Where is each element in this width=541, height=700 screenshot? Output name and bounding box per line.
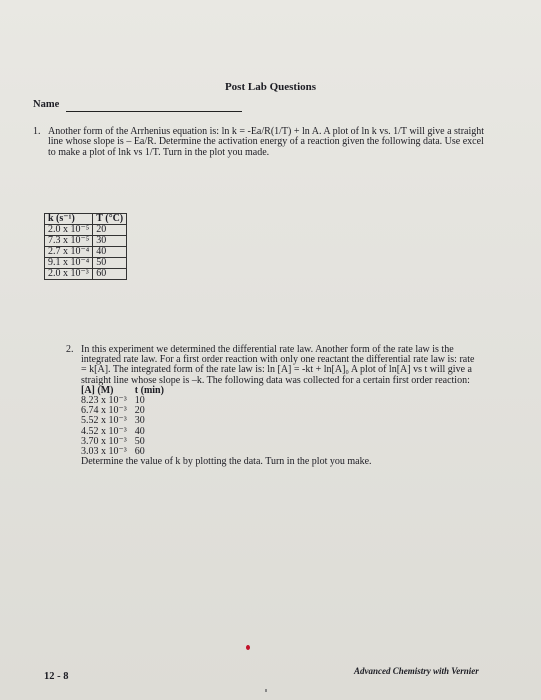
table-cell: 20 — [134, 405, 145, 417]
table-cell: 50 — [134, 435, 145, 447]
question-2-closing: Determine the value of k by plotting the data. Turn in the plot you make. — [81, 456, 372, 468]
table-row — [45, 236, 127, 247]
table-cell: 6.74 x 10⁻³ — [81, 405, 127, 417]
table-cell: 30 — [93, 236, 127, 247]
table-cell: 9.1 x 10⁻⁴ — [45, 258, 93, 269]
table-row — [45, 258, 127, 269]
table-cell: 10 — [134, 395, 145, 407]
ink-speck-mark — [265, 689, 267, 692]
table-cell: 30 — [134, 415, 145, 427]
table-cell: 7.3 x 10⁻⁵ — [45, 236, 93, 247]
table-cell: 60 — [134, 446, 145, 458]
table-row — [45, 225, 127, 236]
name-line — [66, 111, 242, 112]
column-header: k (s⁻¹) — [45, 214, 93, 225]
table-row — [45, 247, 127, 258]
table-cell: 4.52 x 10⁻³ — [81, 425, 127, 437]
column-header: [A] (M) — [81, 384, 114, 396]
question-1-text: Another form of the Arrhenius equation is: ln k = -Ea/R(1/T) + ln A. A plot of ln k vs. 1/T will give a straight line whose slope is – Ea/R. Determine the activation energy of a reaction given the following data. Use excel to make a plot of lnk vs 1/T. Turn in the plot you made. — [48, 126, 485, 158]
table-cell: 8.23 x 10⁻³ — [81, 395, 127, 407]
table-cell: 3.70 x 10⁻³ — [81, 435, 127, 447]
table-cell: 50 — [93, 258, 127, 269]
question-2-number: 2. — [66, 344, 74, 355]
table-cell: 40 — [134, 425, 145, 437]
table-cell: 2.0 x 10⁻⁵ — [45, 225, 93, 236]
table-cell: 2.0 x 10⁻³ — [45, 269, 93, 280]
table-row — [45, 269, 127, 280]
table-cell: 60 — [93, 269, 127, 280]
table-cell: 20 — [93, 225, 127, 236]
table-cell: 40 — [93, 247, 127, 258]
rate-temperature-table — [44, 213, 127, 280]
table-cell: 3.03 x 10⁻³ — [81, 446, 127, 458]
question-1-number: 1. — [33, 126, 41, 137]
table-cell: 5.52 x 10⁻³ — [81, 415, 127, 427]
question-2-text: In this experiment we determined the differential rate law. Another form of the rate law is the integrated rate law. For a first order reaction with only one reactant the differential rate law is: rate = k[A]. The integrated form of the rate law is: ln [A] = -kt + ln[A]₀ A plot of ln[A] vs t will give a straight line whose slope is –k. The following data was collected for a certain first order reaction: — [81, 344, 475, 386]
question-2-body — [81, 345, 476, 467]
red-dot-mark — [246, 645, 250, 650]
table-cell: 2.7 x 10⁻⁴ — [45, 247, 93, 258]
table-header-row — [45, 214, 127, 225]
column-header: T (°C) — [93, 214, 127, 225]
page-number: 12 - 8 — [44, 671, 69, 682]
concentration-time-table — [81, 386, 164, 457]
book-title: Advanced Chemistry with Vernier — [354, 666, 479, 676]
column-header: t (min) — [134, 384, 164, 396]
page-title: Post Lab Questions — [224, 81, 317, 93]
name-label: Name — [33, 99, 60, 110]
